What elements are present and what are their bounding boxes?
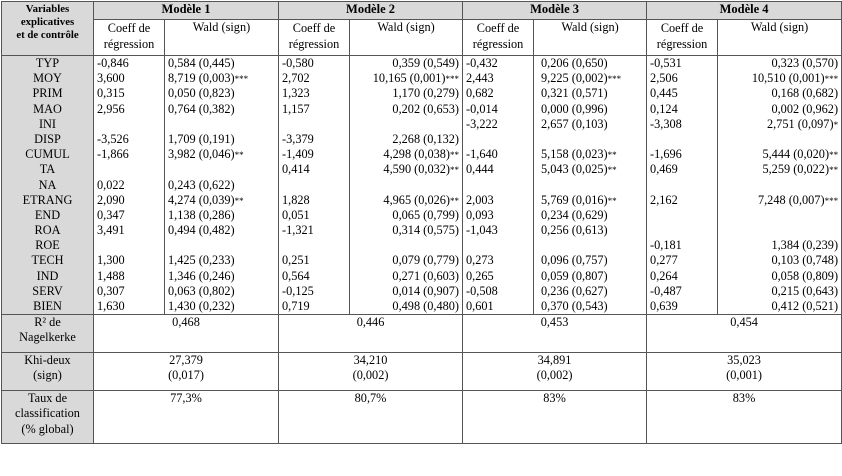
coef-column-model-3 (463, 56, 534, 315)
wald-value: 2,751 (0,097)* (766, 116, 839, 131)
wald-value: 1,425 (0,233) (168, 253, 235, 268)
khi-model-2: 34,210 (0,002) (279, 353, 463, 391)
wald-value: 0,202 (0,653) (392, 101, 460, 116)
coef-value: 0,719 (282, 299, 310, 313)
significance-marker: ** (607, 150, 617, 161)
significance-marker: *** (445, 74, 460, 85)
wald-value (353, 178, 459, 193)
wald-value: 8,719 (0,003)*** (168, 71, 249, 86)
coef-value: 2,162 (650, 192, 678, 207)
wald-header-model-1: Wald (sign) (165, 20, 279, 56)
coef-value: -1,321 (282, 223, 314, 238)
wald-value: 10,165 (0,001)*** (372, 71, 460, 86)
coef-value: -1,409 (282, 147, 314, 162)
taux-model-3: 83% (463, 391, 647, 444)
variable-name: INI (38, 116, 57, 131)
coef-value: 0,277 (650, 253, 678, 268)
coef-value (282, 117, 346, 132)
wald-value: 0,271 (0,603) (392, 268, 460, 283)
wald-value: 1,346 (0,246) (168, 268, 235, 283)
wald-value: 2,657 (0,103) (541, 116, 608, 131)
coef-value (97, 162, 161, 177)
significance-marker: ** (829, 150, 839, 161)
r2-label: R² de Nagelkerke (2, 315, 94, 353)
significance-marker: ** (234, 195, 244, 206)
wald-value: 4,274 (0,039)** (168, 192, 244, 207)
coef-value: 0,265 (466, 268, 494, 283)
coef-value (650, 223, 714, 238)
wald-value: 0,321 (0,571) (541, 86, 608, 101)
r2-model-1: 0,468 (94, 315, 279, 353)
coef-value: -0,846 (97, 56, 129, 70)
wald-value (721, 178, 838, 193)
variable-names-column (2, 56, 94, 315)
coef-value: 0,445 (650, 86, 678, 101)
khi-label: Khi-deux (sign) (2, 353, 94, 391)
wald-value: 1,709 (0,191) (168, 131, 235, 146)
wald-value: 3,982 (0,046)** (168, 147, 244, 162)
variable-name: ROE (35, 238, 60, 253)
coef-value: 0,273 (466, 253, 494, 268)
variable-name: MOY (33, 71, 62, 86)
coef-header-model-1: Coeff de régression (94, 20, 165, 56)
variable-name: IND (36, 268, 59, 283)
wald-value: 4,965 (0,026)** (383, 192, 460, 207)
r2-model-2: 0,446 (279, 315, 463, 353)
coef-value: 0,469 (650, 162, 678, 177)
coef-value: 1,157 (282, 101, 310, 116)
variable-name: CUMUL (25, 147, 70, 162)
r2-model-3: 0,453 (463, 315, 647, 353)
wald-value: 5,769 (0,016)** (541, 192, 617, 207)
wald-value: 1,170 (0,279) (392, 86, 460, 101)
variable-name: DISP (34, 131, 61, 146)
wald-value: 0,096 (0,757) (541, 253, 608, 268)
coef-value (650, 178, 714, 193)
wald-value (721, 223, 838, 238)
coef-value: 0,639 (650, 299, 678, 313)
coef-value: 0,564 (282, 268, 310, 283)
coef-value: 0,264 (650, 268, 678, 283)
coef-value: 1,488 (97, 268, 125, 283)
variable-name: END (34, 207, 61, 222)
wald-value: 1,384 (0,239) (771, 238, 839, 253)
coef-value (282, 178, 346, 193)
coef-value (97, 117, 161, 132)
wald-value: 0,494 (0,482) (168, 223, 235, 238)
wald-value (168, 162, 275, 177)
wald-value: 5,444 (0,020)** (762, 147, 839, 162)
significance-marker: *** (607, 74, 622, 85)
coef-value: -0,432 (466, 56, 498, 70)
coef-header-model-3: Coeff de régression (463, 20, 534, 56)
variable-name: ROA (34, 223, 61, 238)
coef-value: -1,043 (466, 223, 498, 238)
significance-marker: ** (234, 150, 244, 161)
coef-value: -1,696 (650, 147, 682, 162)
wald-value: 0,103 (0,748) (771, 253, 839, 268)
wald-value (353, 238, 459, 253)
coef-value: -3,308 (650, 116, 682, 131)
coef-value: 0,251 (282, 253, 310, 268)
coef-value: 1,300 (97, 253, 125, 268)
wald-value (537, 238, 643, 253)
wald-value: 4,590 (0,032)** (383, 162, 460, 177)
wald-value: 0,359 (0,549) (392, 56, 460, 70)
coef-value: 0,682 (466, 86, 494, 101)
coef-value (282, 238, 346, 253)
coef-value: -0,014 (466, 101, 498, 116)
coef-header-model-2: Coeff de régression (279, 20, 350, 56)
wald-column-model-2 (350, 56, 463, 315)
coef-value: 0,315 (97, 86, 125, 101)
coef-value: 0,051 (282, 207, 310, 222)
coef-value: -1,866 (97, 147, 129, 162)
wald-column-model-4 (718, 56, 842, 315)
wald-value: 0,412 (0,521) (771, 299, 839, 313)
wald-value (537, 132, 643, 147)
variable-name: PRIM (32, 86, 63, 101)
wald-value: 2,268 (0,132) (392, 131, 460, 146)
variable-name: TYP (35, 56, 60, 70)
coef-value (466, 238, 530, 253)
wald-value: 7,248 (0,007)*** (757, 192, 839, 207)
coef-value: 0,124 (650, 101, 678, 116)
coef-value: -3,379 (282, 131, 314, 146)
coef-value: 1,630 (97, 299, 125, 313)
wald-column-model-3 (534, 56, 647, 315)
model-4-header: Modèle 4 (647, 2, 842, 20)
coef-value: -0,508 (466, 283, 498, 298)
wald-header-model-3: Wald (sign) (534, 20, 647, 56)
significance-marker: ** (607, 165, 617, 176)
wald-value: 0,050 (0,823) (168, 86, 235, 101)
wald-value: 0,168 (0,682) (771, 86, 839, 101)
coef-value: 3,600 (97, 71, 125, 86)
wald-value (721, 132, 838, 147)
wald-value: 0,206 (0,650) (541, 56, 608, 70)
coef-value: -0,580 (282, 56, 314, 70)
wald-value (721, 208, 838, 223)
wald-value: 0,058 (0,809) (771, 268, 839, 283)
coef-value: 0,307 (97, 283, 125, 298)
coef-value: 2,443 (466, 71, 494, 86)
coef-value: 1,828 (282, 192, 310, 207)
wald-value (168, 238, 275, 253)
coef-value (650, 208, 714, 223)
wald-value: 0,314 (0,575) (392, 223, 460, 238)
wald-column-model-1 (165, 56, 279, 315)
taux-label: Taux de classification (% global) (2, 391, 94, 444)
coef-value (466, 178, 530, 193)
coef-value: 0,347 (97, 207, 125, 222)
khi-model-3: 34,891 (0,002) (463, 353, 647, 391)
significance-marker: ** (450, 195, 460, 206)
coef-value: -0,125 (282, 283, 314, 298)
variable-name: ETRANG (22, 192, 73, 207)
variable-name: BIEN (33, 299, 62, 313)
coef-value: 2,506 (650, 71, 678, 86)
wald-value: 0,000 (0,996) (541, 101, 608, 116)
wald-value: 0,014 (0,907) (392, 283, 460, 298)
wald-value (353, 117, 459, 132)
wald-value: 9,225 (0,002)*** (541, 71, 622, 86)
coef-value: -3,222 (466, 116, 498, 131)
taux-model-4: 83% (647, 391, 842, 444)
wald-value: 0,323 (0,570) (771, 56, 839, 70)
regression-table (1, 1, 842, 444)
coef-value: -1,640 (466, 147, 498, 162)
wald-value: 10,510 (0,001)*** (751, 71, 839, 86)
variables-header: Variables explicatives et de contrôle (2, 2, 94, 56)
model-1-header: Modèle 1 (94, 2, 279, 20)
variable-name: SERV (32, 283, 63, 298)
wald-value: 0,498 (0,480) (392, 299, 460, 313)
wald-value: 5,043 (0,025)** (541, 162, 617, 177)
significance-marker: *** (824, 74, 839, 85)
coef-value: -0,531 (650, 56, 682, 70)
coef-column-model-1 (94, 56, 165, 315)
wald-value: 1,430 (0,232) (168, 299, 235, 313)
coef-value: 0,444 (466, 162, 494, 177)
model-2-header: Modèle 2 (279, 2, 463, 20)
coef-value (466, 132, 530, 147)
khi-model-4: 35,023 (0,001) (647, 353, 842, 391)
khi-model-1: 27,379 (0,017) (94, 353, 279, 391)
coef-value: 1,323 (282, 86, 310, 101)
coef-column-model-2 (279, 56, 350, 315)
coef-value: 0,093 (466, 207, 494, 222)
wald-value: 0,243 (0,622) (168, 177, 235, 192)
coef-value: 3,491 (97, 223, 125, 238)
variable-name: NA (38, 177, 57, 192)
coef-value (97, 238, 161, 253)
significance-marker: *** (824, 195, 839, 206)
coef-value: 2,090 (97, 192, 125, 207)
coef-value: 0,601 (466, 299, 494, 313)
wald-value: 0,236 (0,627) (541, 283, 608, 298)
wald-value: 0,063 (0,802) (168, 283, 235, 298)
variable-name: TA (39, 162, 56, 177)
wald-value: 4,298 (0,038)** (383, 147, 460, 162)
wald-value: 0,215 (0,643) (771, 283, 839, 298)
coef-header-model-4: Coeff de régression (647, 20, 718, 56)
significance-marker: ** (607, 195, 617, 206)
significance-marker: ** (450, 150, 460, 161)
wald-value: 0,370 (0,543) (541, 299, 608, 313)
coef-value: 2,956 (97, 101, 125, 116)
wald-value: 0,584 (0,445) (168, 56, 235, 70)
wald-value: 0,234 (0,629) (541, 207, 608, 222)
wald-value (537, 178, 643, 193)
wald-value: 5,158 (0,023)** (541, 147, 617, 162)
coef-value: 0,414 (282, 162, 310, 177)
wald-value: 0,002 (0,962) (771, 101, 839, 116)
wald-value: 0,256 (0,613) (541, 223, 608, 238)
coef-value: -0,181 (650, 238, 682, 253)
coef-value: 2,003 (466, 192, 494, 207)
variable-name: TECH (31, 253, 64, 268)
significance-marker: ** (829, 165, 839, 176)
wald-value (168, 117, 275, 132)
model-3-header: Modèle 3 (463, 2, 647, 20)
taux-model-1: 77,3% (94, 391, 279, 444)
wald-value: 0,079 (0,779) (392, 253, 460, 268)
wald-value: 0,059 (0,807) (541, 268, 608, 283)
wald-value: 5,259 (0,022)** (762, 162, 839, 177)
coef-value (650, 132, 714, 147)
significance-marker: ** (450, 165, 460, 176)
r2-model-4: 0,454 (647, 315, 842, 353)
coef-value: 0,022 (97, 177, 125, 192)
wald-value: 0,764 (0,382) (168, 101, 235, 116)
coef-column-model-4 (647, 56, 718, 315)
wald-value: 0,065 (0,799) (392, 207, 460, 222)
wald-header-model-4: Wald (sign) (718, 20, 842, 56)
coef-value: -3,526 (97, 131, 129, 146)
taux-model-2: 80,7% (279, 391, 463, 444)
coef-value: -0,487 (650, 283, 682, 298)
significance-marker: *** (234, 74, 249, 85)
wald-value: 1,138 (0,286) (168, 207, 235, 222)
significance-marker: * (833, 119, 839, 130)
coef-value: 2,702 (282, 71, 310, 86)
variable-name: MAO (33, 101, 62, 116)
wald-header-model-2: Wald (sign) (350, 20, 463, 56)
